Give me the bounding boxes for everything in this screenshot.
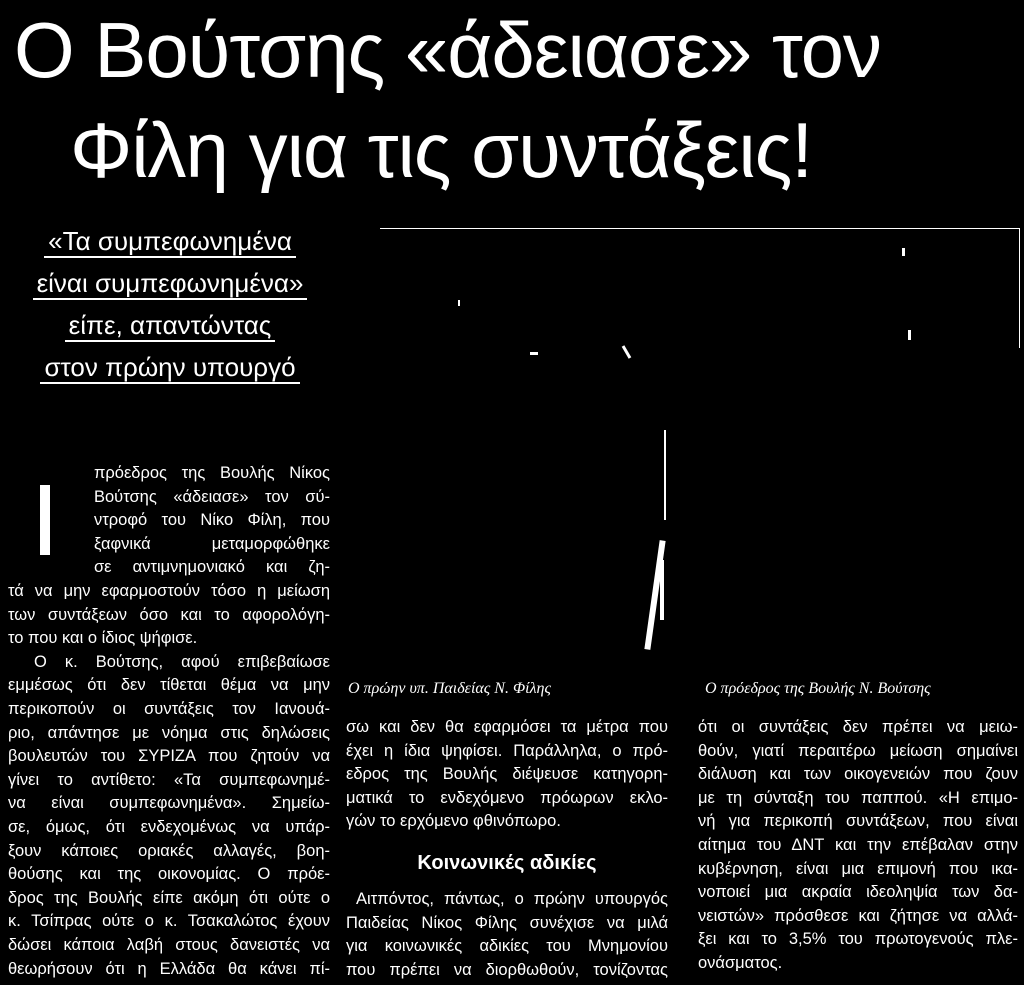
text-line: ονάσματος. xyxy=(698,953,783,972)
text-line: νοποιεί μια ακραία ιδεοληψία των δα- xyxy=(698,883,1018,902)
text-line: περικοπούν οι συντάξεις τον Ιανουά- xyxy=(8,699,330,718)
text-line: ριο, απάντησε με νόημα στις δηλώσεις xyxy=(8,723,330,742)
text-line: βουλευτών του ΣΥΡΙΖΑ που ζητούν να xyxy=(8,747,330,766)
text-line: δρος της Βουλής είπε ακόμη ότι ούτε ο xyxy=(8,888,330,907)
caption-photo-2: Ο πρόεδρος της Βουλής Ν. Βούτσης xyxy=(705,680,931,697)
section-subhead: Κοινωνικές αδικίες xyxy=(417,852,597,874)
text-line: κυβέρνηση, είναι μια επιμονή που ικα- xyxy=(698,859,1018,878)
text-line: να είναι συμπεφωνημένα». Σημείω- xyxy=(8,794,330,813)
text-line: θεωρήσουν ότι η Ελλάδα θα κάνει πί- xyxy=(8,959,330,978)
photo-frame-edge xyxy=(380,228,1020,348)
text-line: σε αντιμνημονιακό και ζη- xyxy=(94,558,330,577)
column-1-intro xyxy=(94,462,330,580)
text-line: θούν, γιατί περαιτέρω μείωση σημαίνει xyxy=(698,741,1018,760)
text-line: ξει και το 3,5% του πρωτογενούς πλε- xyxy=(698,930,1018,949)
subhead-line-2: είναι συμπεφωνημένα» xyxy=(33,268,308,300)
text-line: τά να μην εφαρμοστούν τόσο η μείωση xyxy=(8,582,330,600)
subhead-line-3: είπε, απαντώντας xyxy=(65,310,276,342)
text-line: γίνει το αντίθετο: «Τα συμπεφωνημέ- xyxy=(8,770,330,789)
text-line: για κοινωνικές αδικίες του Μνημονίου xyxy=(346,937,668,956)
text-line: Αιτπόντος, πάντως, ο πρώην υπουργός xyxy=(356,890,668,908)
text-line: δώσει κάποια λαβή στους δανειστές να xyxy=(8,935,330,954)
text-line: ματικά το ενδεχόμενο πρόωρων εκλο- xyxy=(346,788,668,807)
text-line: νή για περικοπή συντάξεων, που είναι xyxy=(698,812,1018,831)
column-2-bottom xyxy=(346,888,668,982)
text-line: ντροφό του Νίκο Φίλη, που xyxy=(94,511,330,530)
headline-line-1: Ο Βούτσης «άδειασε» τον xyxy=(14,6,882,94)
text-line: θούσης και της οικονομίας. Ο πρόε- xyxy=(8,865,330,884)
subhead-line-4: στον πρώην υπουργό xyxy=(40,352,299,384)
text-line: ότι οι συντάξεις δεν πρέπει να μειω- xyxy=(698,718,1018,736)
subhead-line-1: «Τα συμπεφωνημένα xyxy=(44,226,296,258)
text-line: των συντάξεων όσο και το αφορολόγη- xyxy=(8,605,330,624)
text-line: έχει η ίδια ψηφίσει. Παράλληλα, ο πρό- xyxy=(346,741,668,760)
subheadline xyxy=(10,220,330,388)
text-line: σω και δεν θα εφαρμόσει τα μέτρα που xyxy=(346,718,668,736)
headline-line-2: Φίλη για τις συντάξεις! xyxy=(70,106,812,194)
text-line: ξουν κάποιες οριακές αλλαγές, βοη- xyxy=(8,841,330,860)
text-line: με τη σύνταξη του παππού. «Η επιμο- xyxy=(698,788,1018,807)
text-line: το που και ο ίδιος ψήφισε. xyxy=(8,629,198,648)
text-line: εμμέσως ότι δεν τίθεται θέμα να μην xyxy=(8,676,330,695)
text-line: σε, όμως, ότι ενδεχομένως να υπάρ- xyxy=(8,817,330,836)
caption-photo-1: Ο πρώην υπ. Παιδείας Ν. Φίλης xyxy=(348,680,551,697)
column-1-body xyxy=(8,580,330,981)
column-3 xyxy=(698,716,1018,976)
drop-cap xyxy=(40,485,50,555)
column-2-top xyxy=(346,716,668,834)
headline xyxy=(0,0,1024,200)
text-line: κ. Τσίπρας ούτε ο κ. Τσακαλώτος έχουν xyxy=(8,912,330,931)
text-line: Βούτσης «άδειασε» τον σύ- xyxy=(94,487,330,506)
text-line: εδρος της Βουλής διέψευσε κατηγορη- xyxy=(346,765,668,784)
text-line: διάλυση και των οικογενειών που ζουν xyxy=(698,765,1018,784)
text-line: Ο κ. Βούτσης, αφού επιβεβαίωσε xyxy=(34,652,330,671)
text-line: γών το ερχόμενο φθινόπωρο. xyxy=(346,812,561,831)
text-line: που πρέπει να διορθωθούν, τονίζοντας xyxy=(346,960,668,979)
text-line: αίτημα του ΔΝΤ και την επέβαλαν στην xyxy=(698,835,1018,854)
text-line: πρόεδρος της Βουλής Νίκος xyxy=(94,464,330,482)
text-line: Παιδείας Νίκος Φίλης συνέχισε να μιλά xyxy=(346,913,668,932)
text-line: ξαφνικά μεταμορφώθηκε xyxy=(94,534,330,553)
text-line: νειστών» πρόσθεσε και ζήτησε να αλλά- xyxy=(698,906,1018,925)
